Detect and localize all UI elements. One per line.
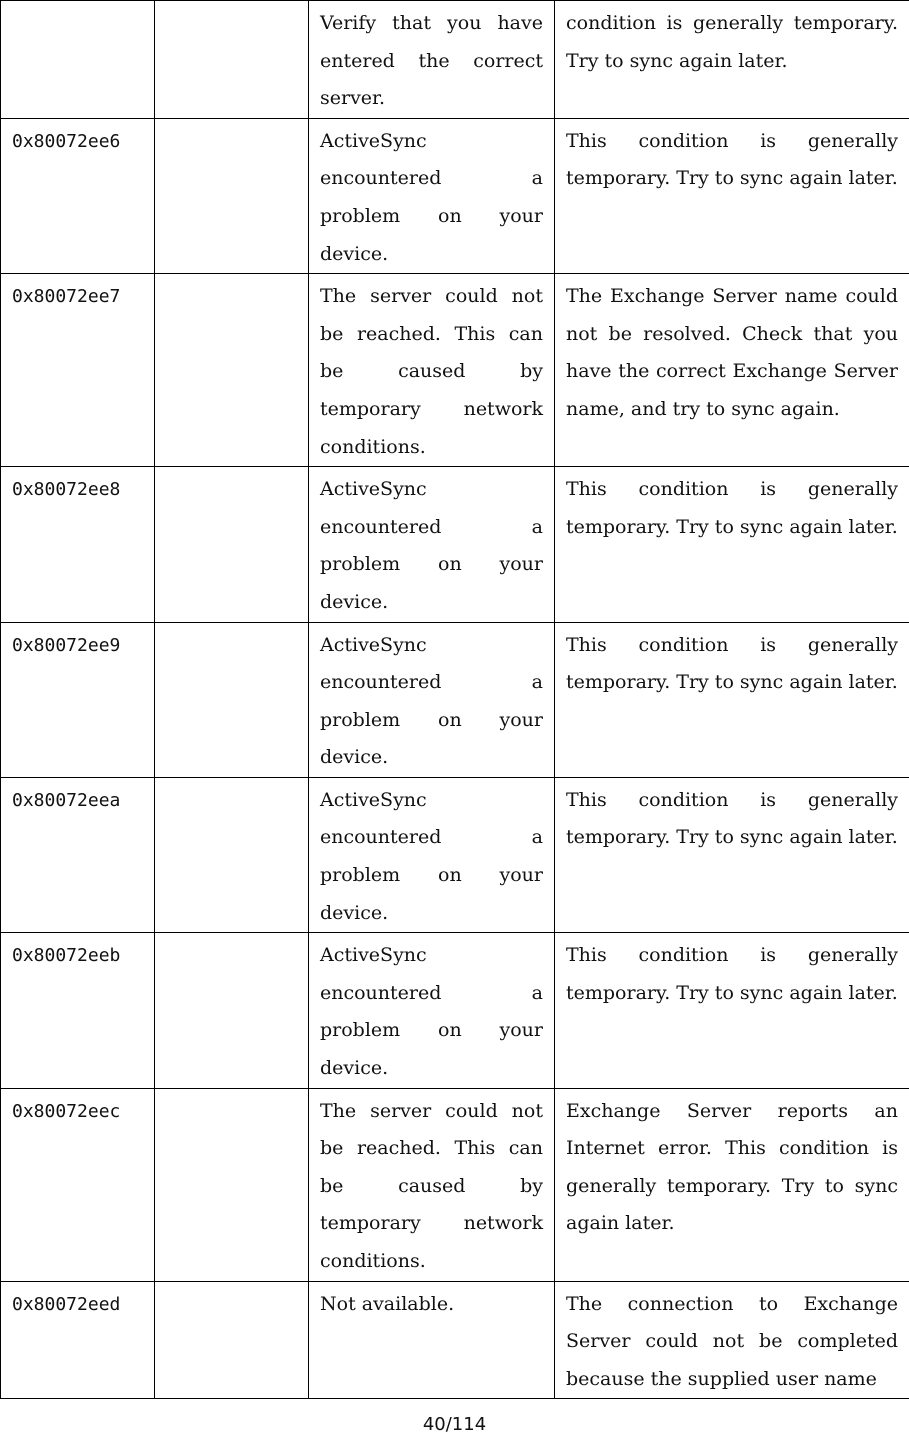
page-number: 40/114 [422,1414,487,1435]
table-row [1,1088,909,1281]
blank-cell [155,933,309,1088]
blank-cell [155,1,309,119]
error-code-cell: 0x80072eec [1,1088,155,1281]
blank-cell [155,118,309,273]
table-row [1,118,909,273]
description-cell: ActiveSync encountered a problem on your device. [309,933,555,1088]
table-row [1,1,909,119]
description-cell: Verify that you have entered the correct server. [309,1,555,119]
error-code-cell: 0x80072eed [1,1281,155,1399]
description-cell: ActiveSync encountered a problem on your device. [309,622,555,777]
blank-cell [155,1088,309,1281]
table-row [1,933,909,1088]
description-cell: ActiveSync encountered a problem on your device. [309,467,555,622]
description-cell: The server could not be reached. This can be caused by temporary network conditions. [309,274,555,467]
description-cell: The server could not be reached. This can be caused by temporary network conditions. [309,1088,555,1281]
error-code-cell: 0x80072ee9 [1,622,155,777]
blank-cell [155,622,309,777]
error-code-cell: 0x80072eea [1,777,155,932]
resolution-cell: This condition is generally temporary. Try to sync again later. [555,777,909,932]
description-cell: Not available. [309,1281,555,1399]
error-code-cell: 0x80072ee8 [1,467,155,622]
resolution-cell: This condition is generally temporary. Try to sync again later. [555,467,909,622]
error-code-cell: 0x80072ee6 [1,118,155,273]
resolution-cell: condition is generally temporary. Try to sync again later. [555,1,909,119]
blank-cell [155,1281,309,1399]
resolution-cell: This condition is generally temporary. Try to sync again later. [555,933,909,1088]
blank-cell [155,274,309,467]
blank-cell [155,777,309,932]
resolution-cell: This condition is generally temporary. Try to sync again later. [555,622,909,777]
description-cell: ActiveSync encountered a problem on your device. [309,777,555,932]
table-row [1,622,909,777]
table-row [1,467,909,622]
description-cell: ActiveSync encountered a problem on your device. [309,118,555,273]
table-row [1,777,909,932]
resolution-cell: The Exchange Server name could not be resolved. Check that you have the correct Exchange Server name, and try to sync again. [555,274,909,467]
resolution-cell: Exchange Server reports an Internet error. This condition is generally temporary. Try to sync again later. [555,1088,909,1281]
resolution-cell: This condition is generally temporary. Try to sync again later. [555,118,909,273]
error-code-cell: 0x80072eeb [1,933,155,1088]
table-row [1,1281,909,1399]
blank-cell [155,467,309,622]
resolution-cell: The connection to Exchange Server could not be completed because the supplied user name [555,1281,909,1399]
error-code-cell [1,1,155,119]
table-row [1,274,909,467]
error-code-cell: 0x80072ee7 [1,274,155,467]
